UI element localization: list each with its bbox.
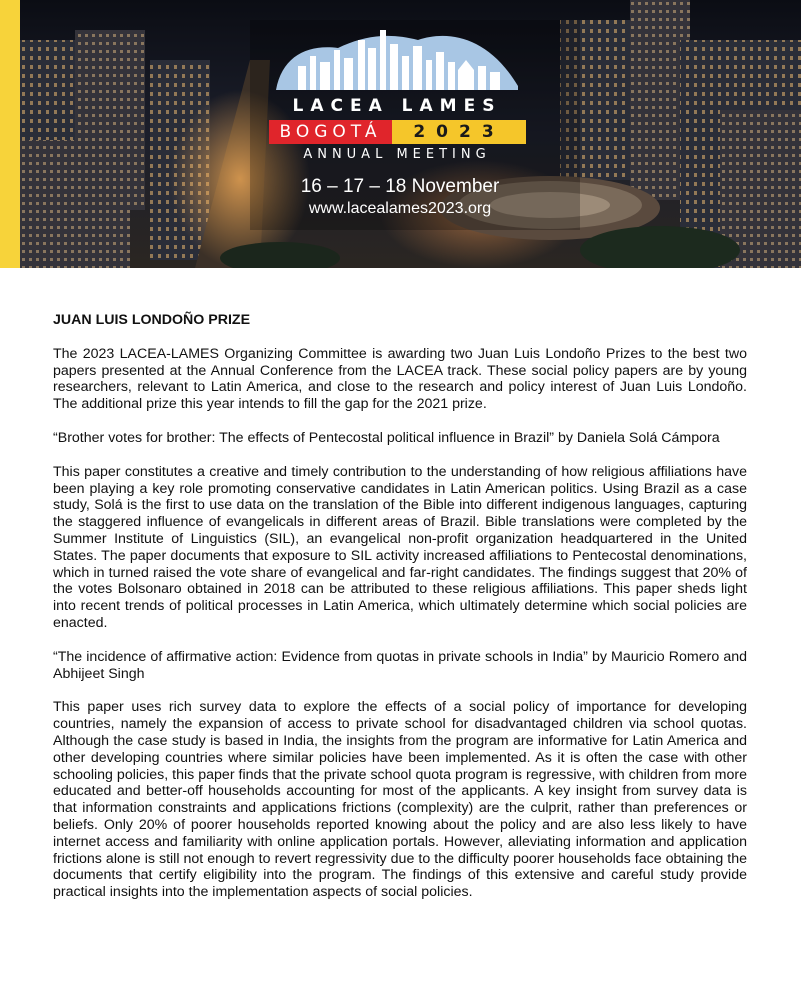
event-banner bbox=[0, 0, 801, 268]
bogota-skyline-logo-icon bbox=[268, 26, 526, 98]
event-dates: 16 – 17 – 18 November bbox=[300, 176, 500, 197]
event-subtitle: ANNUAL MEETING bbox=[303, 147, 491, 162]
paper-title-2: “The incidence of affirmative action: Evidence from quotas in private schools in India” by Mauricio Romero and Abhijeet Singh bbox=[53, 648, 747, 682]
prize-announcement bbox=[53, 312, 747, 918]
city-label: BOGOTÁ bbox=[269, 120, 392, 144]
paper-title-1: “Brother votes for brother: The effects of Pentecostal political influence in Brazil” by Daniela Solá Cámpora bbox=[53, 429, 720, 446]
event-website: www.lacealames2023.org bbox=[308, 200, 492, 217]
paper-summary-2: This paper uses rich survey data to explore the effects of a social policy of importance for developing countries, namely the expansion of access to private school for disadvantaged children via school quotas. Although the case study is based in India, the insights from the program are informative for Latin America and other developing countries where similar policies have been implemented. As it is often the case with other schooling policies, this paper finds that the private school quota program is regressive, with children from more educated and better-off households accounting for most of the applicants. A key insight from survey data is that information constraints and applications frictions (complexity) are the culprit, rather than preferences or beliefs. Only 20% of poorer households reported knowing about the policy and are also less likely to have internet access and familiarity with online application portals. However, alleviating information and application frictions alone is still not enough to revert regressivity due to the difficulty poorer households face obtaining the documents that certify eligibility into the program. The findings of this extensive and careful study provide practical insights into the implementation aspects of social policies. bbox=[53, 699, 747, 901]
intro-paragraph: The 2023 LACEA-LAMES Organizing Committee is awarding two Juan Luis Londoño Prizes to the best two papers presented at the Annual Conference from the LACEA track. These social policy papers are by young researchers, relevant to Latin America, and close to the research and policy interest of Juan Luis Londoño. The additional prize this year intends to fill the gap for the 2021 prize. bbox=[53, 345, 747, 413]
year-label: 2023 bbox=[392, 120, 526, 144]
accent-strip bbox=[0, 0, 20, 268]
section-heading: JUAN LUIS LONDOÑO PRIZE bbox=[53, 312, 251, 328]
paper-summary-1: This paper constitutes a creative and timely contribution to the understanding of how religious affiliations have been playing a key role promoting conservative candidates in Latin American politics. Using Brazil as a case study, Solá is the first to use data on the translation of the Bible into different indigenous languages, capturing the staggered influence of evangelicals in different areas of Brazil. Bible translations were completed by the Summer Institute of Linguistics (SIL), an evangelical non-profit organization headquartered in the United States. The paper documents that exposure to SIL activity increased affiliations to Pentecostal denominations, which in turned raised the vote share of evangelical and far-right candidates. The findings suggest that 20% of the votes Bolsonaro obtained in 2018 can be attributed to these religious affiliations. This paper sheds light into recent trends of political processes in Latin America, which ultimately determine which social policies are enacted. bbox=[53, 463, 747, 631]
event-name: LACEA LAMES bbox=[292, 96, 502, 116]
